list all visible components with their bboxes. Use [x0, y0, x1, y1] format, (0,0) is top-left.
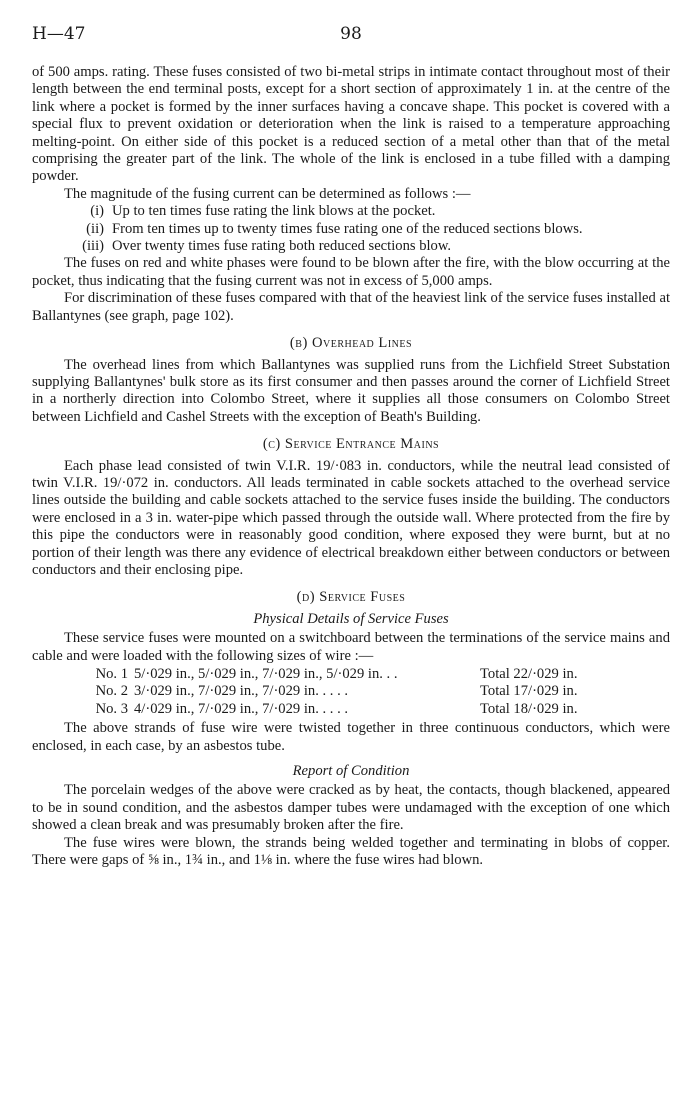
- list-item-number: (iii): [82, 238, 104, 255]
- paragraph: The fuses on red and white phases were found to be blown after the fire, with the blow occurring at the pocket, thus indicating that the fusing current was not in excess of 5,000 amps.: [32, 255, 670, 289]
- section-heading-service-fuses: (d) Service Fuses: [296, 589, 406, 606]
- fuse-wire-row: [32, 701, 670, 718]
- wire-sizes: 4/·029 in., 7/·029 in., 7/·029 in. . . . .: [134, 700, 349, 717]
- wire-sizes: 3/·029 in., 7/·029 in., 7/·029 in. . . . .: [134, 683, 349, 700]
- section-heading-service-entrance-mains: (c) Service Entrance Mains: [262, 436, 440, 453]
- list-item-text: From ten times up to twenty times fuse rating one of the reduced sections blows.: [112, 220, 583, 237]
- fuse-number: No. 3: [95, 700, 128, 717]
- wire-total: Total 18/·029 in.: [480, 700, 578, 717]
- wire-total: Total 22/·029 in.: [480, 666, 578, 682]
- fuse-number: No. 1: [95, 666, 128, 682]
- wire-total: Total 17/·029 in.: [480, 683, 578, 700]
- list-item: [32, 221, 670, 238]
- paragraph: Each phase lead consisted of twin V.I.R. 19/·083 in. conductors, while the neutral lead consisted of twin V.I.R. 19/·072 in. conductors. All leads terminated in cable sockets attached to the overhead service lines outside the building and cable sockets attached to the service fuses inside the building. The conductors were enclosed in a 3 in. water-pipe which passed through the outside wall. Where protected from the fire by this pipe the conductors were in reasonably good condition, where exposed they were burnt, but at no portion of their length was there any evidence of electrical breakdown either between conductors or between conductors and their enclosing pipe.: [32, 457, 670, 578]
- list-item-number: (i): [90, 203, 104, 220]
- list-item: [32, 238, 670, 255]
- paragraph: The fuse wires were blown, the strands being welded together and terminating in blobs of copper. There were gaps of ⅝ in., 1¾ in., and 1⅛ in. where the fuse wires had blown.: [32, 834, 670, 869]
- fuse-number: No. 2: [95, 683, 128, 700]
- list-item-text: Up to ten times fuse rating the link blows at the pocket.: [112, 203, 436, 220]
- document-reference: H—47: [32, 24, 86, 44]
- paragraph: The porcelain wedges of the above were cracked as by heat, the contacts, though blackened, appeared to be in sound condition, and the asbestos damper tubes were undamaged with the exception of one which showed a clean break and was presumably broken after the fire.: [32, 782, 670, 834]
- list-item-text: Over twenty times fuse rating both reduced sections blow.: [112, 238, 452, 255]
- paragraph: of 500 amps. rating. These fuses consisted of two bi-metal strips in intimate contact throughout most of their length between the end terminal posts, except for a short section of approximately 1 in. at the centre of the link where a pocket is formed by the inner surfaces having a concave shape. This pocket is covered with a special flux to prevent oxidation or deterioration when the link is raised to a temperature approaching melting-point. On either side of this pocket is a reduced section of a metal other than that of the metal comprising the greater part of the link. The whole of the link is enclosed in a tube filled with a damping powder.: [32, 64, 670, 185]
- wire-sizes: 5/·029 in., 5/·029 in., 7/·029 in., 5/·029 in. . .: [134, 666, 398, 682]
- paragraph: For discrimination of these fuses compared with that of the heaviest link of the service fuses installed at Ballantynes (see graph, page 102).: [32, 290, 670, 324]
- paragraph: The above strands of fuse wire were twisted together in three continuous conductors, which were enclosed, in each case, by an asbestos tube.: [32, 720, 670, 754]
- paragraph: The magnitude of the fusing current can be determined as follows :—: [64, 185, 471, 202]
- page-header: [32, 24, 670, 64]
- page-body: [32, 64, 670, 869]
- fusing-current-list: [32, 203, 670, 255]
- list-item-number: (ii): [86, 220, 104, 237]
- fuse-wire-row: [32, 666, 670, 683]
- page-number: 98: [340, 24, 362, 44]
- paragraph: The overhead lines from which Ballantynes was supplied runs from the Lichfield Street Substation supplying Ballantynes' bulk store as its first consumer and then passes around the corner of Lichfield Street in a northerly direction into Colombo Street, where it supplies all those consumers on Colombo Street between Lichfield and Cashel Streets with the exception of Beath's Building.: [32, 356, 670, 425]
- fuse-wire-table: [32, 666, 670, 718]
- paragraph: These service fuses were mounted on a switchboard between the terminations of the service mains and cable and were loaded with the following sizes of wire :—: [32, 630, 670, 664]
- fuse-wire-row: [32, 683, 670, 700]
- section-heading-overhead-lines: (b) Overhead Lines: [289, 335, 413, 352]
- list-item: [32, 203, 670, 220]
- subheading-report-of-condition: Report of Condition: [292, 763, 410, 780]
- subheading-physical-details: Physical Details of Service Fuses: [253, 610, 449, 627]
